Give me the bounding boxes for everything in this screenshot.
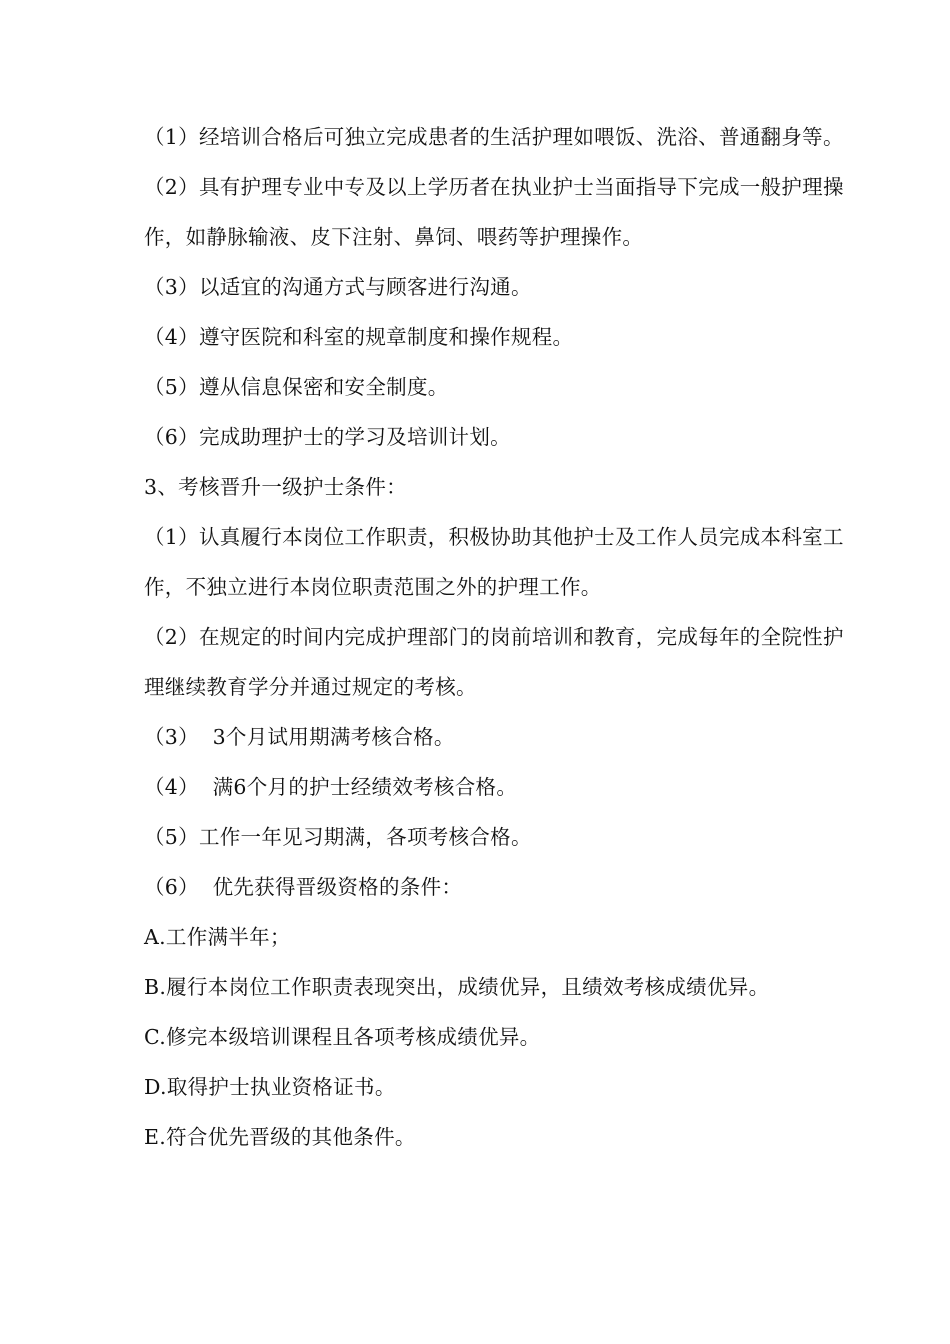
paragraph-promotion-6: （6） 优先获得晋级资格的条件： [144,875,463,899]
paragraph-care-5: （5）遵从信息保密和安全制度。 [144,375,449,399]
paragraph-promotion-4: （4） 满6个月的护士经绩效考核合格。 [144,775,518,799]
list-item-a: A.工作满半年； [144,925,291,949]
list-item-e: E.符合优先晋级的其他条件。 [144,1125,416,1149]
paragraph-promotion-3: （3） 3个月试用期满考核合格。 [144,725,455,749]
paragraph-promotion-2: （2）在规定的时间内完成护理部门的岗前培训和教育，完成每年的全院性护理继续教育学分并通过规定的考核。 [144,625,844,699]
list-item-c: C.修完本级培训课程且各项考核成绩优异。 [144,1025,541,1049]
list-item-d: D.取得护士执业资格证书。 [144,1075,396,1099]
paragraph-care-3: （3）以适宜的沟通方式与顾客进行沟通。 [144,275,532,299]
paragraph-care-1: （1）经培训合格后可独立完成患者的生活护理如喂饭、洗浴、普通翻身等。 [144,125,844,149]
paragraph-care-2: （2）具有护理专业中专及以上学历者在执业护士当面指导下完成一般护理操作，如静脉输液、皮下注射、鼻饲、喂药等护理操作。 [144,175,844,249]
paragraph-care-6: （6）完成助理护士的学习及培训计划。 [144,425,511,449]
list-item-b: B.履行本岗位工作职责表现突出，成绩优异，且绩效考核成绩优异。 [144,975,770,999]
paragraph-care-4: （4）遵守医院和科室的规章制度和操作规程。 [144,325,574,349]
section-heading: 3、考核晋升一级护士条件： [144,475,407,499]
paragraph-promotion-5: （5）工作一年见习期满，各项考核合格。 [144,825,532,849]
paragraph-promotion-1: （1）认真履行本岗位工作职责，积极协助其他护士及工作人员完成本科室工作，不独立进行本岗位职责范围之外的护理工作。 [144,525,844,599]
document-body [144,112,850,1162]
